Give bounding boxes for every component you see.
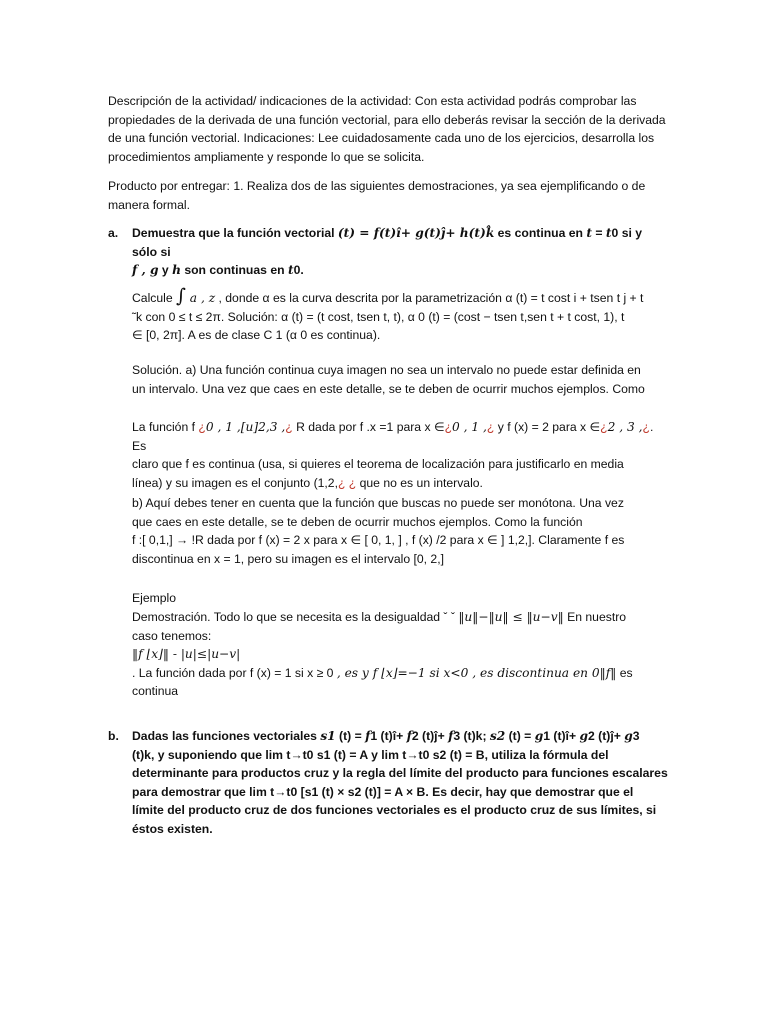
piecewise-expression: , es y f ⌊x⌋=−1 si x<0 , es discontinua en 0‖f‖: [336, 665, 617, 680]
math-var: f , g: [132, 263, 159, 278]
math-expression: 0 , 1 ,: [205, 420, 241, 434]
math-glyph: ¿ ¿: [337, 475, 357, 490]
math-expression: 2 , 3 ,: [607, 420, 643, 434]
math-expression: a , z: [185, 291, 216, 305]
math-expression: [u]: [240, 420, 259, 434]
statement-text: son continuas en: [180, 263, 288, 278]
statement-text: éstos existen.: [132, 821, 213, 836]
solution-text: que caes en este detalle, se te deben de ocurrir muchos ejemplos. Como la función: [132, 514, 583, 529]
inequality-expression: ‖u‖−‖u‖ ≤ ‖u−v‖: [458, 610, 564, 624]
solution-text: b) Aquí debes tener en cuenta que la función que buscas no puede ser monótona. Una vez: [132, 496, 624, 510]
math-var: s2: [489, 729, 506, 743]
item-b-label: b.: [108, 729, 119, 743]
math-var: f: [448, 729, 454, 743]
math-glyph: ¿: [600, 420, 608, 434]
vector-function-expression: (t) = f(t)î+ g(t)ĵ+ h(t)k̂: [337, 226, 495, 240]
part-b-solution-paragraph: [132, 494, 668, 568]
math-var: g: [534, 729, 544, 743]
statement-text: (t)k, y suponiendo que lim t→t0 s1 (t) = A y lim t→t0 s2 (t) = B, utiliza la fórmula del: [132, 747, 609, 762]
statement-text: es continua en: [494, 226, 587, 240]
calcule-paragraph: [132, 287, 668, 345]
math-var: f: [365, 729, 371, 743]
statement-text: (t) =: [335, 729, 366, 743]
integral-symbol: ∫: [176, 285, 186, 307]
item-a-label: a.: [108, 226, 119, 240]
function-text: . Es: [132, 420, 654, 453]
solution-text: f :[ 0,1,] → !R dada por f (x) = 2 x para x ∈ [ 0, 1, ] , f (x) /2 para x ∈ ] 1,2,]. Claramente f es: [132, 533, 625, 548]
activity-description: Descripción de la actividad/ indicaciones de la actividad: Con esta actividad podrás comprobar las propiedades de la derivada de una función vectorial, para ello deberás revisar la sección de la derivada de una función vectorial. Indicaciones: Lee cuidadosamente cada uno de los ejercicios, desarrolla los procedimientos ampliamente y responde lo que se solicita.: [108, 94, 666, 164]
math-glyph: ¿: [444, 420, 453, 434]
norm-expression: ‖f ⌊x⌋‖ - |u|≤|u−v|: [132, 647, 241, 662]
function-text: y f (x) = 2 para x ∈: [494, 420, 601, 434]
solution-paragraph: [132, 361, 668, 398]
math-var: g: [624, 729, 633, 743]
statement-text: 3 (t)k;: [453, 729, 490, 743]
example-title: Ejemplo: [132, 591, 177, 605]
statement-text: 3: [632, 729, 640, 743]
solution-text: un intervalo. Una vez que caes en este detalle, se te deben de ocurrir muchos ejemplos. Como: [132, 381, 645, 396]
calcule-text: , donde α es la curva descrita por la parametrización α (t) = t cost i + tsen t j + t: [215, 291, 644, 305]
math-var: t: [287, 263, 294, 278]
statement-text: 1 (t)î+: [543, 729, 580, 743]
math-glyph: ¿: [198, 420, 206, 434]
statement-text: (t) =: [505, 729, 535, 743]
math-expression: 0 , 1 ,: [452, 420, 487, 434]
statement-text: 1 (t)î+: [370, 729, 407, 743]
item-b-statement: [132, 727, 668, 839]
statement-text: para demostrar que lim t→t0 [s1 (t) × s2 (t)] = A × B. Es decir, hay que demostrar que el: [132, 784, 634, 799]
statement-text: 0.: [293, 263, 304, 278]
demo-text: es: [616, 665, 633, 680]
math-var: g: [579, 729, 588, 743]
calcule-text: Calcule: [132, 291, 177, 305]
statement-text: 2 (t)ĵ+: [411, 729, 449, 743]
demo-text: Demostración. Todo lo que se necesita es la desigualdad ˇ ˇ: [132, 610, 459, 624]
statement-text: =: [592, 226, 606, 240]
statement-text: Demuestra que la función vectorial: [132, 226, 338, 240]
math-var: t: [605, 226, 612, 240]
function-text: línea) y su imagen es el conjunto (1,2,: [132, 475, 338, 490]
function-text: La función f: [132, 420, 199, 434]
statement-text: 0 si y sólo si: [132, 226, 643, 259]
statement-text: 2 (t)ĵ+: [587, 729, 625, 743]
calcule-text: ˜k con 0 ≤ t ≤ 2π. Solución: α (t) = (t cost, tsen t, t), α 0 (t) = (cost − tsen t,sen t + t cost, 1), t: [132, 309, 625, 324]
deliverable-text: Producto por entregar: 1. Realiza dos de las siguientes demostraciones, ya sea ejemplificando o de manera formal.: [108, 179, 646, 212]
function-example-paragraph: [132, 418, 668, 492]
demo-text: En nuestro: [563, 610, 627, 624]
math-glyph: ¿: [285, 420, 293, 434]
statement-text: límite del producto cruz de dos funciones vectoriales es el producto cruz de sus límites, si: [132, 803, 657, 818]
function-text: R dada por f .x =1 para x ∈: [292, 420, 445, 434]
demo-text: . La función dada por f (x) = 1 si x ≥ 0: [132, 665, 337, 680]
math-var: s1: [320, 729, 336, 743]
statement-text: determinante para productos cruz y la regla del límite del producto para funciones escalares: [132, 766, 668, 781]
demo-text: continua: [132, 684, 179, 699]
math-glyph: ¿: [642, 420, 650, 434]
math-var: h: [172, 263, 181, 278]
function-text: que no es un intervalo.: [356, 475, 483, 490]
math-var: t: [586, 226, 593, 240]
math-glyph: ¿: [486, 420, 495, 434]
statement-text: Dadas las funciones vectoriales: [132, 729, 321, 743]
calcule-text: ∈ [0, 2π]. A es de clase C 1 (α 0 es continua).: [132, 328, 381, 343]
demo-text: caso tenemos:: [132, 628, 212, 643]
math-expression: 2,3 ,: [258, 420, 286, 434]
demonstration-paragraph: [132, 608, 668, 701]
math-var: f: [406, 729, 412, 743]
statement-text: y: [158, 263, 173, 278]
solution-text: discontinua en x = 1, pero su imagen es el intervalo [0, 2,]: [132, 551, 444, 566]
function-text: claro que f es continua (usa, si quieres el teorema de localización para justificarlo en media: [132, 457, 624, 472]
solution-text: Solución. a) Una función continua cuya imagen no sea un intervalo no puede estar definida en: [132, 363, 641, 377]
item-a-statement: [132, 224, 668, 280]
